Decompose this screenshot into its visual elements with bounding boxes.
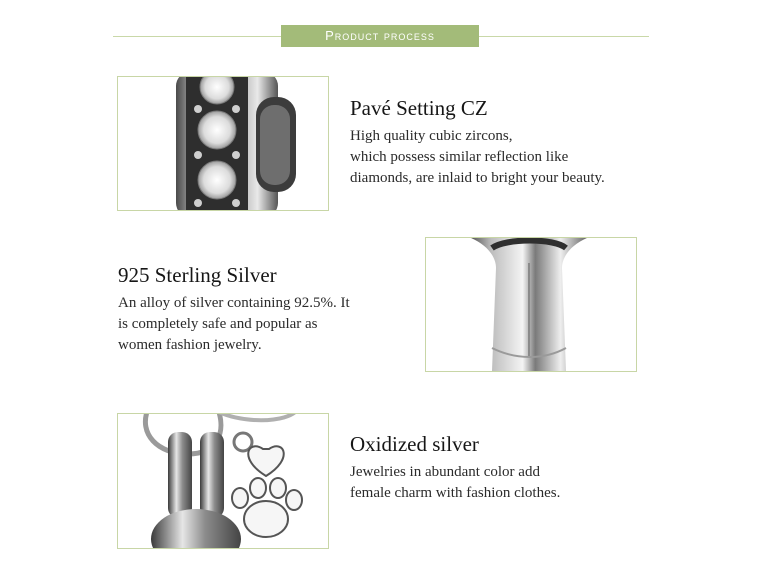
feature-desc-line: High quality cubic zircons, xyxy=(350,128,513,144)
feature-desc-line: is completely safe and popular as xyxy=(118,316,318,332)
feature-title-sterling-silver: 925 Sterling Silver xyxy=(118,263,277,287)
feature-title-pave-cz: Pavé Setting CZ xyxy=(350,96,488,120)
feature-desc-sterling-silver xyxy=(118,293,350,356)
feature-desc-line: female charm with fashion clothes. xyxy=(350,485,561,501)
feature-desc-pave-cz xyxy=(350,126,605,189)
header-rule-right xyxy=(479,36,649,37)
oxidized-silver-photo xyxy=(117,413,329,549)
feature-desc-line: which possess similar reflection like xyxy=(350,149,569,165)
pave-cz-photo xyxy=(117,76,329,211)
sterling-silver-photo xyxy=(425,237,637,372)
header-rule-left xyxy=(113,36,281,37)
feature-desc-oxidized-silver xyxy=(350,462,560,504)
feature-desc-line: women fashion jewelry. xyxy=(118,337,262,353)
feature-desc-line: Jewelries in abundant color add xyxy=(350,464,540,480)
feature-title-oxidized-silver: Oxidized silver xyxy=(350,432,479,456)
section-header: Product process xyxy=(281,25,479,47)
feature-desc-line: diamonds, are inlaid to bright your beauty. xyxy=(350,170,605,186)
feature-desc-line: An alloy of silver containing 92.5%. It xyxy=(118,295,350,311)
